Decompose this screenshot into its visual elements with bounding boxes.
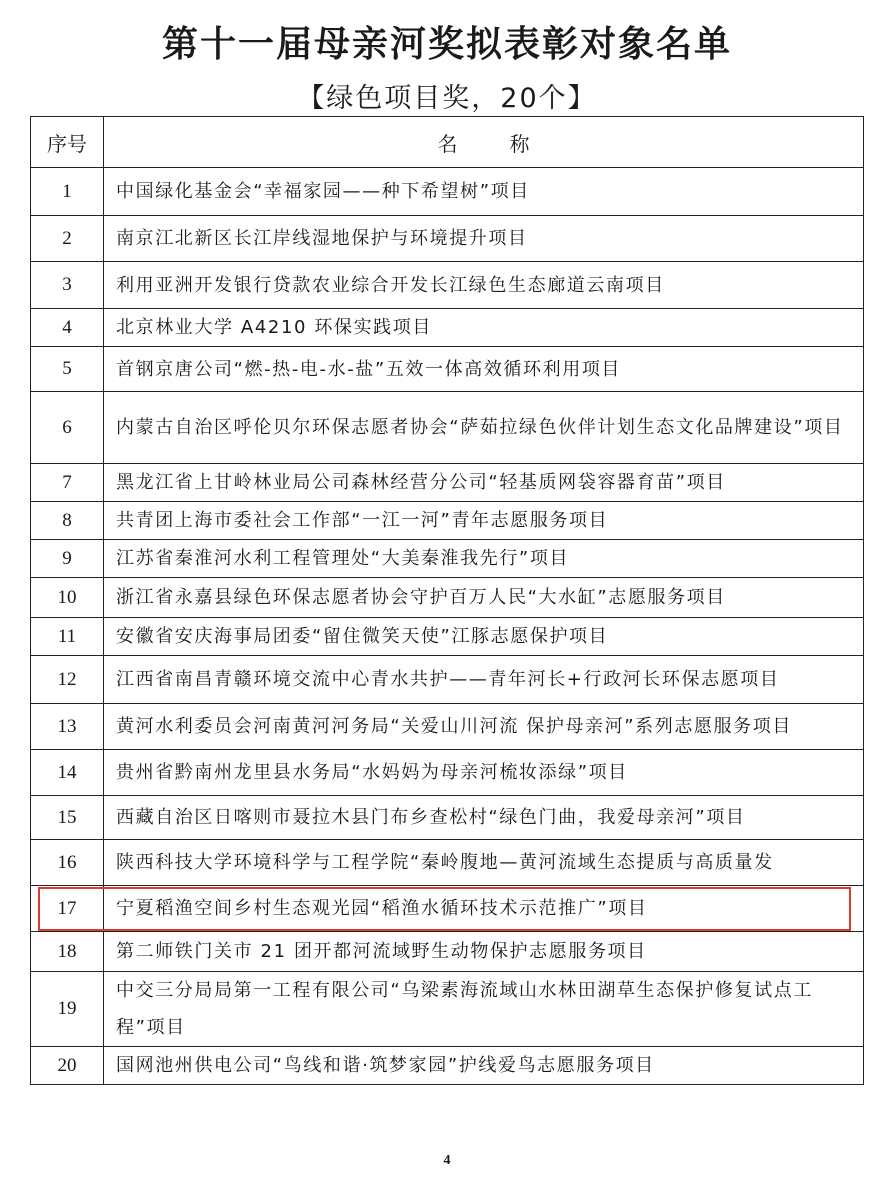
row-name: 中国绿化基金会“幸福家园——种下希望树”项目 — [104, 168, 864, 216]
table-row — [31, 502, 864, 540]
award-list-table — [30, 116, 864, 1085]
row-name: 宁夏稻渔空间乡村生态观光园“稻渔水循环技术示范推广”项目 — [104, 886, 864, 932]
row-name: 北京林业大学 A4210 环保实践项目 — [104, 309, 864, 347]
header-number: 序号 — [31, 117, 104, 168]
row-number: 15 — [31, 796, 104, 840]
row-number: 13 — [31, 704, 104, 750]
row-number: 18 — [31, 932, 104, 972]
table-row — [31, 392, 864, 464]
row-number: 9 — [31, 540, 104, 578]
header-name — [104, 117, 864, 168]
row-number: 3 — [31, 262, 104, 309]
row-number: 20 — [31, 1047, 104, 1085]
row-name: 浙江省永嘉县绿色环保志愿者协会守护百万人民“大水缸”志愿服务项目 — [104, 578, 864, 618]
row-name: 西藏自治区日喀则市聂拉木县门布乡查松村“绿色门曲，我爱母亲河”项目 — [104, 796, 864, 840]
row-number: 10 — [31, 578, 104, 618]
row-name: 内蒙古自治区呼伦贝尔环保志愿者协会“萨茹拉绿色伙伴计划生态文化品牌建设”项目 — [104, 392, 864, 464]
table-header-row — [31, 117, 864, 168]
row-number: 7 — [31, 464, 104, 502]
table-row — [31, 168, 864, 216]
row-number: 2 — [31, 216, 104, 262]
row-number: 1 — [31, 168, 104, 216]
table-row — [31, 750, 864, 796]
row-name: 江西省南昌青赣环境交流中心青水共护——青年河长+行政河长环保志愿项目 — [104, 656, 864, 704]
row-number: 14 — [31, 750, 104, 796]
row-name: 中交三分局局第一工程有限公司“乌梁素海流域山水林田湖草生态保护修复试点工程”项目 — [104, 972, 864, 1047]
row-number: 5 — [31, 347, 104, 392]
row-name: 国网池州供电公司“鸟线和谐·筑梦家园”护线爱鸟志愿服务项目 — [104, 1047, 864, 1085]
row-number: 4 — [31, 309, 104, 347]
row-name: 贵州省黔南州龙里县水务局“水妈妈为母亲河梳妆添绿”项目 — [104, 750, 864, 796]
row-name: 江苏省秦淮河水利工程管理处“大美秦淮我先行”项目 — [104, 540, 864, 578]
table-row — [31, 464, 864, 502]
row-name: 南京江北新区长江岸线湿地保护与环境提升项目 — [104, 216, 864, 262]
row-number: 8 — [31, 502, 104, 540]
table-row — [31, 932, 864, 972]
row-number: 12 — [31, 656, 104, 704]
row-name: 黄河水利委员会河南黄河河务局“关爱山川河流 保护母亲河”系列志愿服务项目 — [104, 704, 864, 750]
header-name-part2: 称 — [509, 131, 530, 156]
table-row — [31, 796, 864, 840]
row-name: 利用亚洲开发银行贷款农业综合开发长江绿色生态廊道云南项目 — [104, 262, 864, 309]
table-row — [31, 704, 864, 750]
row-name: 共青团上海市委社会工作部“一江一河”青年志愿服务项目 — [104, 502, 864, 540]
table-row — [31, 886, 864, 932]
row-name: 首钢京唐公司“燃-热-电-水-盐”五效一体高效循环利用项目 — [104, 347, 864, 392]
table-row — [31, 262, 864, 309]
table-row — [31, 1047, 864, 1085]
table-row — [31, 540, 864, 578]
row-name: 第二师铁门关市 21 团开都河流域野生动物保护志愿服务项目 — [104, 932, 864, 972]
row-name: 陕西科技大学环境科学与工程学院“秦岭腹地—黄河流域生态提质与高质量发 — [104, 840, 864, 886]
table-row — [31, 656, 864, 704]
row-number: 16 — [31, 840, 104, 886]
row-number: 19 — [31, 972, 104, 1047]
table-row — [31, 840, 864, 886]
table-row — [31, 216, 864, 262]
row-number: 11 — [31, 618, 104, 656]
row-number: 6 — [31, 392, 104, 464]
table-row — [31, 972, 864, 1047]
table-row — [31, 618, 864, 656]
table-row — [31, 309, 864, 347]
row-number: 17 — [31, 886, 104, 932]
page-number: 4 — [443, 1153, 451, 1168]
document-title: 第十一届母亲河奖拟表彰对象名单 — [161, 24, 732, 65]
header-name-part1: 名 — [437, 131, 458, 156]
row-name: 安徽省安庆海事局团委“留住微笑天使”江豚志愿保护项目 — [104, 618, 864, 656]
table-row — [31, 578, 864, 618]
document-subtitle: 【绿色项目奖，20个】 — [297, 83, 597, 114]
table-row — [31, 347, 864, 392]
row-name: 黑龙江省上甘岭林业局公司森林经营分公司“轻基质网袋容器育苗”项目 — [104, 464, 864, 502]
